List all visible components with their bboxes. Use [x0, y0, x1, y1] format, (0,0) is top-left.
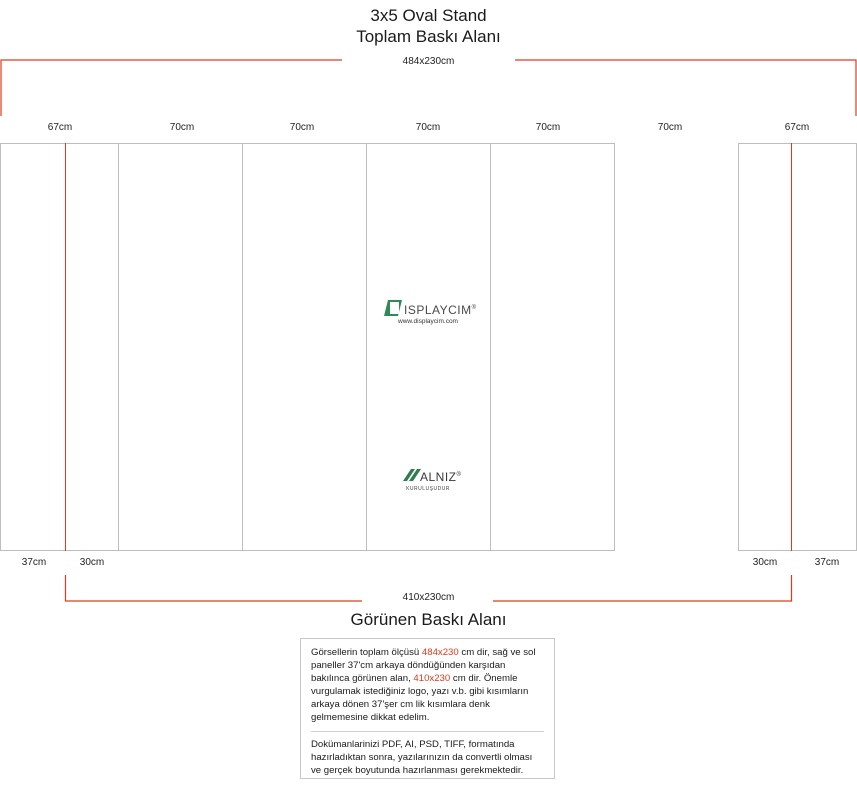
panel-4 — [491, 144, 615, 551]
visible-size-highlight: 410x230 — [413, 673, 451, 684]
visible-size-label: 410x230cm — [402, 592, 455, 603]
width-label-3: 70cm — [415, 122, 441, 133]
alniz-tagline: KURULUŞUDUR — [406, 486, 450, 492]
width-label-2: 70cm — [289, 122, 315, 133]
alniz-logo-name: ALNIZ® — [420, 470, 462, 484]
info-paragraph-1: Görsellerin toplam ölçüsü 484x230 cm dir, sağ ve sol paneller 37'cm arkaya döndüğünden karşıdan bakılınca görünen alan, 410x230 cm dir. Önemle vurgulamak istediğiniz logo, yazı v.b. gibi kısımların arkaya dönen 37'şer cm lik kısımlara denk gelmemesine dikkat edelim. — [311, 647, 536, 723]
diagram-title: 3x5 Oval Stand — [370, 6, 487, 25]
info-paragraph-2: Dokümanlarinizi PDF, AI, PSD, TIFF, formatında hazırladıktan sonra, yazılarınızın da convertli olması ve gerçek boyutunda hazırlanması gerekmektedir. — [311, 739, 533, 776]
info-box — [300, 638, 555, 779]
fold-label-left-inner: 30cm — [79, 557, 105, 568]
width-label-right: 67cm — [784, 122, 810, 133]
fold-label-right-outer: 37cm — [814, 557, 840, 568]
panel-1 — [119, 144, 243, 551]
width-label-5: 70cm — [657, 122, 683, 133]
diagram-subtitle: Toplam Baskı Alanı — [356, 27, 501, 46]
width-label-4: 70cm — [535, 122, 561, 133]
panel-2 — [243, 144, 367, 551]
panel-right — [739, 144, 857, 551]
total-size-highlight: 484x230 — [421, 647, 459, 658]
width-label-left: 67cm — [47, 122, 73, 133]
visible-area-title: Görünen Baskı Alanı — [350, 610, 507, 629]
info-divider — [311, 731, 544, 732]
total-size-label: 484x230cm — [402, 56, 455, 67]
total-size-bracket — [1, 60, 856, 116]
displaycim-logo-letter: D — [390, 302, 399, 314]
panel-left — [1, 144, 119, 551]
fold-label-right-inner: 30cm — [752, 557, 778, 568]
displaycim-logo-name: ISPLAYCIM® — [404, 303, 477, 317]
displaycim-url: www.displaycim.com — [398, 318, 458, 325]
fold-label-left-outer: 37cm — [21, 557, 47, 568]
width-label-1: 70cm — [169, 122, 195, 133]
